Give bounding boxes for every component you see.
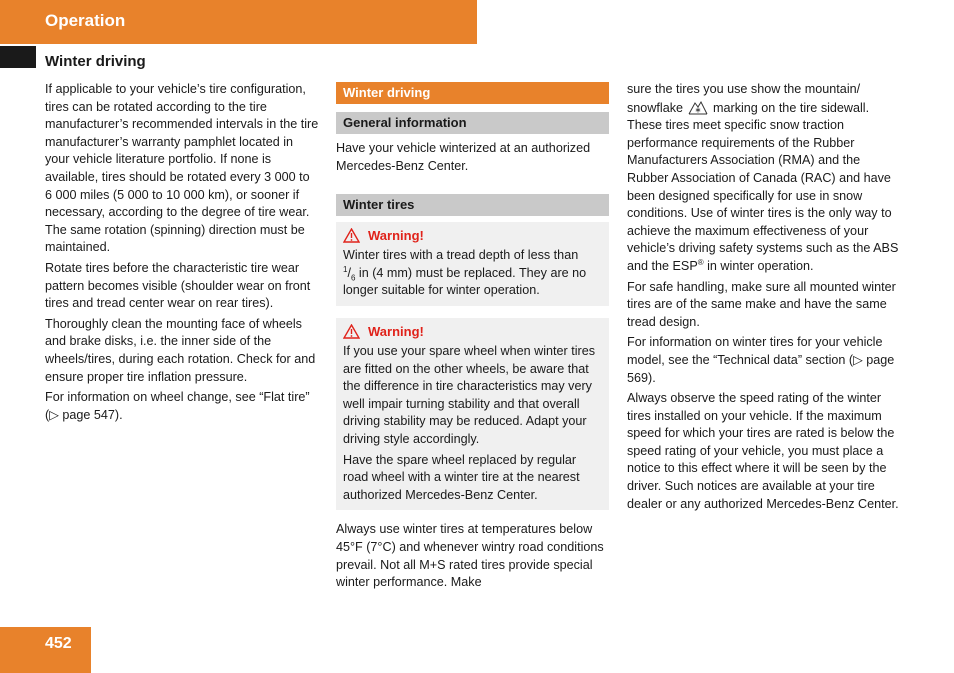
paragraph-winterize: Have your vehicle winterized at an authorized Mercedes-Benz Center. [336,141,591,173]
paragraph-snowflake-marking: sure the tires you use show the mountain/ snowflake marking on the tire sidewall. These tires meet specific snow traction performance requirements of the Rubber Manufacturers Association (RMA) and the Rubber Association of Canada (RAC) and have been designed specifically for use in snow conditions. Use of winter tires is the only way to achieve the maximum effectiveness of your vehicle’s driving safety systems such as the ABS and the ESP® in winter operation. [627,82,899,273]
warning-spare-replace-text: Have the spare wheel replaced by regular road wheel with a winter tire at the nearest authorized Mercedes-Benz Center. [343,452,580,502]
page-number: 452 [45,635,72,652]
paragraph-same-tread: For safe handling, make sure all mounted winter tires are of the same make and have the same tread design. [627,279,896,329]
column-3 [627,81,901,516]
paragraph-wheel-change-ref: For information on wheel change, see “Flat tire” (▷ page 547). [45,390,310,422]
mountain-snowflake-icon [687,99,709,115]
paragraph-rotate-before-wear: Rotate tires before the characteristic tire wear pattern becomes visible (shoulder wear on front tires and tread center wear on rear tires). [45,260,311,311]
page-heading: Winter driving [45,53,146,70]
winter-tires-heading: Winter tires [336,194,609,216]
warning-tread-depth-text: Winter tires with a tread depth of less than $^1/_6$ in (4 mm) must be replaced. They are no longer suitable for winter operation. [343,248,587,298]
paragraph-tire-rotation: If applicable to your vehicle’s tire configuration, tires can be rotated according to the tire manufacturer’s recommended intervals in the tire manufacturer’s warranty pamphlet located in your vehicle literature portfolio. If none is available, tires should be rotated every 3 000 to 6 000 miles (5 000 to 10 000 km), or sooner if necessary, according to the degree of tire wear. The same rotation (spinning) direction must be maintained. [45,82,319,255]
paragraph-clean-mounting: Thoroughly clean the mounting face of wheels and brake disks, i.e. the inner side of the wheels/tires, during each rotation. Check for and ensure proper tire inflation pressure. [45,316,316,384]
column-2 [336,82,609,595]
paragraph-winter-temperature: Always use winter tires at temperatures below 45°F (7°C) and whenever wintry road conditions prevail. Not all M+S rated tires provide special winter performance. Make [336,522,604,590]
warning-title: Warning! [343,323,603,340]
warning-box-tread-depth [336,222,609,306]
warning-triangle-icon [343,324,360,339]
general-information-heading: General information [336,112,609,134]
winter-driving-section-header: Winter driving [336,82,609,104]
paragraph-technical-data-ref: For information on winter tires for your vehicle model, see the “Technical data” section (▷ page 569). [627,335,895,385]
warning-title: Warning! [343,227,603,244]
paragraph-speed-rating: Always observe the speed rating of the winter tires installed on your vehicle. If the maximum speed for which your tires are rated is below the speed rating of your vehicle, you must place a notice to this effect where it will be seen by the driver. Such notices are available at your tire dealer or any authorized Mercedes-Benz Center. [627,391,899,511]
warning-box-spare-wheel [336,318,609,510]
side-tab-marker [0,46,36,68]
column-1 [45,81,319,427]
warning-triangle-icon [343,228,360,243]
warning-spare-wheel-text: If you use your spare wheel when winter tires are fitted on the other wheels, be aware that the difference in tire characteristics may very well impair turning stability and that overall driving stability may be reduced. Adapt your driving style accordingly. [343,343,595,446]
section-title: Operation [45,11,126,30]
